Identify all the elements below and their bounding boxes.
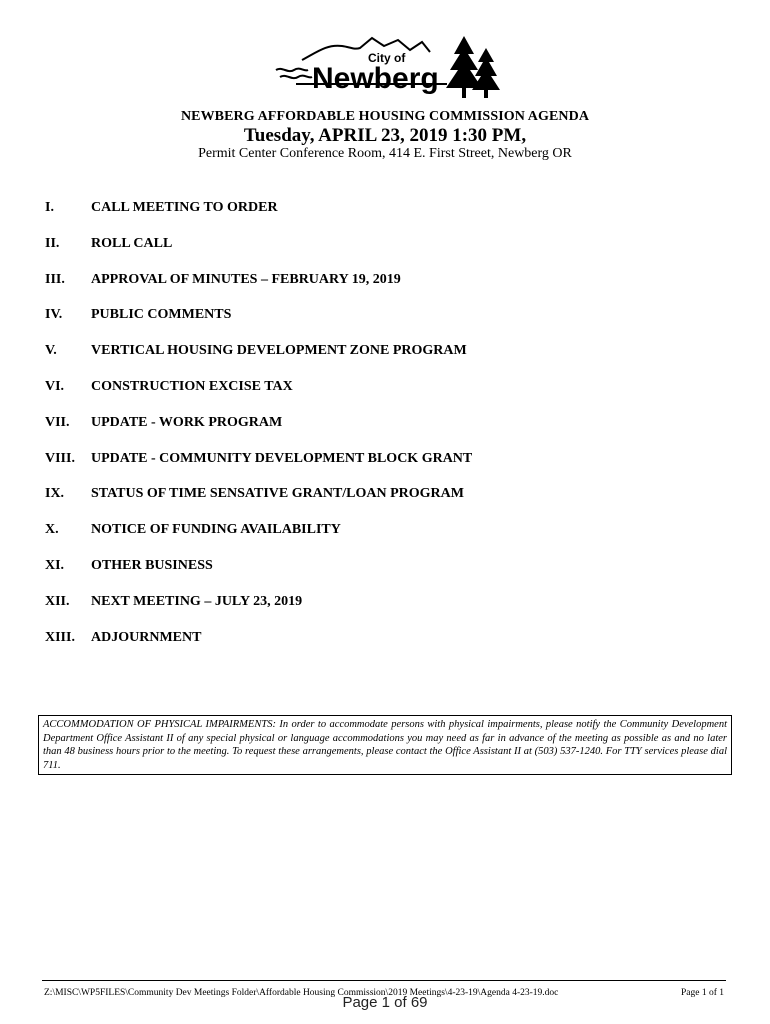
agenda-item [45, 415, 725, 451]
agenda-item-number: II. [45, 235, 60, 251]
agenda-item [45, 272, 725, 308]
agenda-item-number: V. [45, 343, 57, 359]
agenda-item [45, 486, 725, 522]
agenda-item-number: X. [45, 522, 59, 538]
viewer-page-indicator: Page 1 of 69 [342, 994, 428, 1011]
agenda-item [45, 236, 725, 272]
agenda-item-number: IV. [45, 307, 63, 323]
agenda-item-text: CONSTRUCTION EXCISE TAX [91, 378, 293, 394]
agenda-item-text: NOTICE OF FUNDING AVAILABILITY [91, 522, 341, 538]
agenda-item [45, 594, 725, 630]
meeting-date: Tuesday, APRIL 23, 2019 1:30 PM, [243, 125, 527, 146]
agenda-item [45, 200, 725, 236]
agenda-item [45, 451, 725, 487]
logo-big-text: Newberg [312, 62, 439, 95]
agenda-item-text: APPROVAL OF MINUTES – FEBRUARY 19, 2019 [91, 271, 401, 287]
agenda-item [45, 379, 725, 415]
agenda-item-text: CALL MEETING TO ORDER [91, 200, 278, 215]
footer-page-number: Page 1 of 1 [680, 988, 724, 998]
agenda-item-text: NEXT MEETING – JULY 23, 2019 [91, 593, 303, 609]
agenda-item-number: XII. [45, 593, 70, 609]
agenda-item [45, 558, 725, 594]
agenda-item-number: IX. [45, 486, 65, 502]
agenda-item-text: UPDATE - WORK PROGRAM [91, 414, 283, 430]
logo-graphic [272, 32, 502, 104]
agenda-item-text: STATUS OF TIME SENSATIVE GRANT/LOAN PROGRAM [91, 486, 464, 502]
agenda-item-text: ROLL CALL [91, 235, 173, 251]
agenda-item [45, 630, 725, 666]
meeting-location: Permit Center Conference Room, 414 E. First Street, Newberg OR [198, 146, 572, 161]
agenda-item-text: UPDATE - COMMUNITY DEVELOPMENT BLOCK GRANT [91, 450, 473, 466]
agenda-item-number: VIII. [45, 450, 75, 466]
agenda-item-text: ADJOURNMENT [91, 629, 202, 645]
footer-divider [42, 980, 726, 981]
agenda-item-number: XIII. [45, 629, 75, 645]
agenda-item-number: III. [45, 271, 65, 287]
agenda-list [45, 200, 725, 665]
agenda-item-text: VERTICAL HOUSING DEVELOPMENT ZONE PROGRAM [91, 343, 467, 359]
agenda-item [45, 522, 725, 558]
agenda-item-number: VII. [45, 414, 70, 430]
agenda-heading: NEWBERG AFFORDABLE HOUSING COMMISSION AGENDA [180, 109, 590, 124]
agenda-item-number: I. [45, 200, 54, 215]
agenda-item-number: VI. [45, 378, 65, 394]
city-of-newberg-logo [272, 32, 502, 104]
logo-small-text: City of [368, 51, 406, 65]
agenda-item-text: OTHER BUSINESS [91, 557, 213, 573]
agenda-item-text: PUBLIC COMMENTS [91, 307, 232, 323]
agenda-item [45, 343, 725, 379]
footer-file-path: Z:\MISC\WP5FILES\Community Dev Meetings Folder\Affordable Housing Commission\2019 Meetings\4-23-19\Agenda 4-23-19.doc [44, 988, 559, 998]
agenda-item-number: XI. [45, 557, 65, 573]
agenda-item [45, 307, 725, 343]
accommodation-notice: ACCOMMODATION OF PHYSICAL IMPAIRMENTS: In order to accommodate persons with physical impairments, please notify the Community Development Department Office Assistant II of any special physical or language accommodations you may need as far in advance of the meeting as possible as and no later than 48 business hours prior to the meeting. To request these arrangements, please contact the Office Assistant II at (503) 537-1240. For TTY services please dial 711. [38, 715, 732, 775]
